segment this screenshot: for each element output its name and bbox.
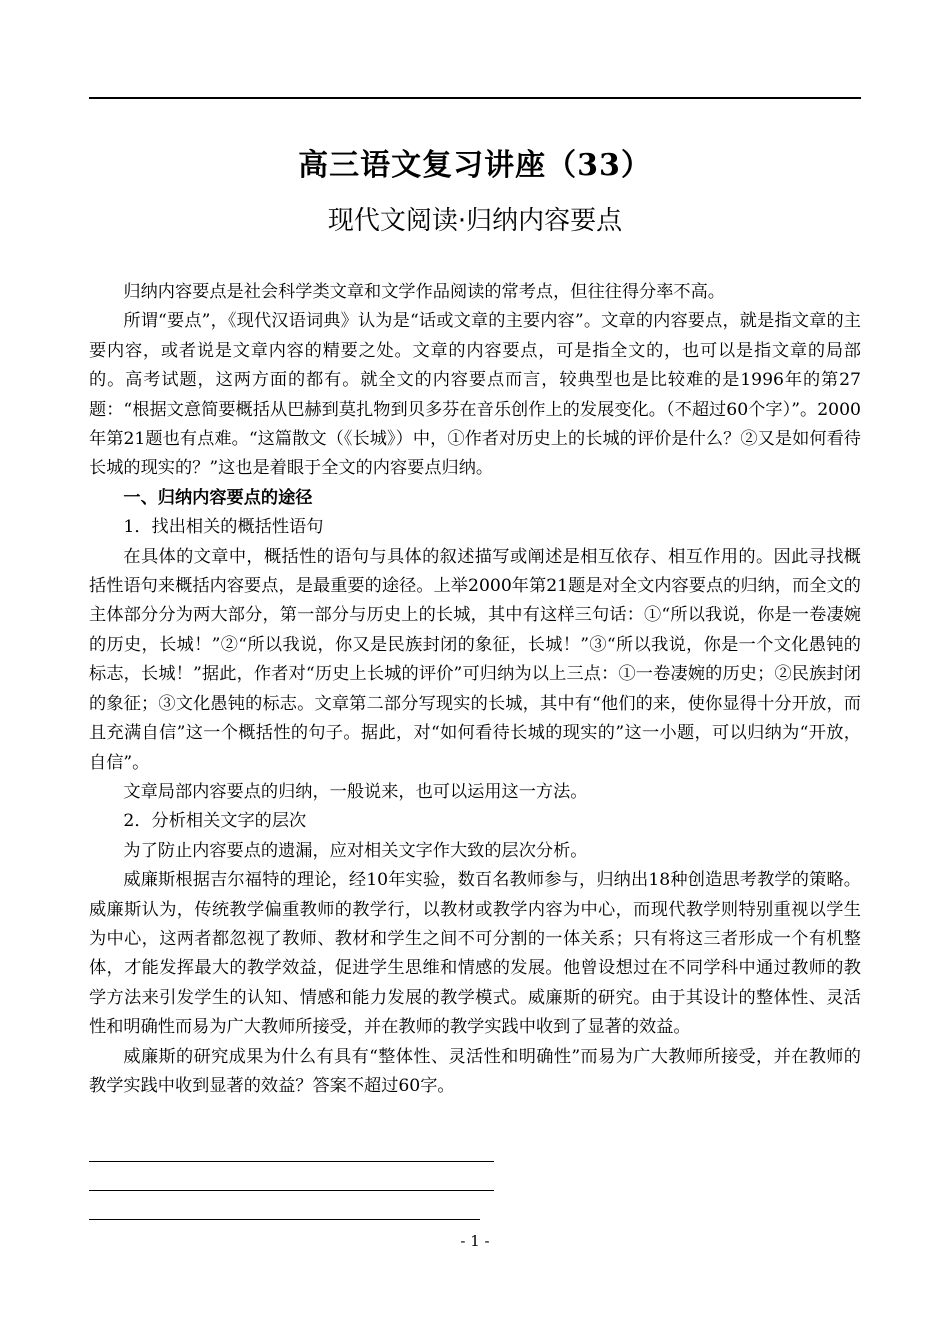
answer-line-3[interactable] [89, 1219, 480, 1220]
method-1-note: 文章局部内容要点的归纳，一般说来，也可以运用这一方法。 [123, 781, 588, 802]
example-passage: 威廉斯根据吉尔福特的理论，经10年实验，数百名教师参与，归纳出18种创造思考教学的策略。威廉斯认为，传统教学偏重教师的教学行，以教材或教学内容为中心，而现代教学则特别重视以学生为中心，这两者都忽视了教师、教材和学生之间不可分割的一体关系；只有将这三者形成一个有机整体，才能发挥最大的教学效益，促进学生思维和情感的发展。他曾设想过在不同学科中通过教师的教学方法来引发学生的认知、情感和能力发展的教学模式。威廉斯的研究。由于其设计的整体性、灵活性和明确性而易为广大教师所接受，并在教师的教学实践中收到了显著的效益。 [89, 870, 861, 1038]
method-2-paragraph: 为了防止内容要点的遗漏，应对相关文字作大致的层次分析。 [123, 840, 588, 861]
header-rule [89, 97, 861, 99]
example-question: 威廉斯的研究成果为什么有具有“整体性、灵活性和明确性”而易为广大教师所接受，并在教师的教学实践中收到显著的效益？答案不超过60字。 [89, 1046, 861, 1096]
answer-line-1[interactable] [89, 1161, 494, 1162]
subheading-1: 1．找出相关的概括性语句 [123, 517, 324, 538]
definition-paragraph: 所谓“要点”，《现代汉语词典》认为是“话或文章的主要内容”。文章的内容要点，就是指文章的主要内容，或者说是文章内容的精要之处。文章的内容要点，可是指全文的，也可以是指文章的局部的。高考试题，这两方面的都有。就全文的内容要点而言，较典型也是比较难的是1996年的第27题：“根据文意简要概括从巴赫到莫扎物到贝多芬在音乐创作上的发展变化。（不超过60个字）”。2000年第21题也有点难。“这篇散文（《长城》）中，①作者对历史上的长城的评价是什么？②又是如何看待长城的现实的？”这也是着眼于全文的内容要点归纳。 [89, 311, 861, 479]
page-subtitle: 现代文阅读·归纳内容要点 [327, 206, 623, 236]
section-heading-1: 一、归纳内容要点的途径 [123, 487, 313, 508]
intro-paragraph: 归纳内容要点是社会科学类文章和文学作品阅读的常考点，但往往得分率不高。 [123, 282, 725, 302]
article-body [89, 278, 861, 1101]
subheading-2: 2．分析相关文字的层次 [123, 811, 307, 832]
answer-line-2[interactable] [89, 1190, 494, 1191]
page-title: 高三语文复习讲座（33） [298, 148, 652, 183]
method-1-paragraph: 在具体的文章中，概括性的语句与具体的叙述描写或阐述是相互依存、相互作用的。因此寻找概括性语句来概括内容要点，是最重要的途径。上举2000年第21题是对全文内容要点的归纳，而全文的主体部分分为两大部分，第一部分与历史上的长城，其中有这样三句话：①“所以我说，你是一卷凄婉的历史，长城！”②“所以我说，你又是民族封闭的象征，长城！”③“所以我说，你是一个文化愚钝的标志，长城！”据此，作者对“历史上长城的评价”可归纳为以上三点：①一卷凄婉的历史；②民族封闭的象征；③文化愚钝的标志。文章第二部分写现实的长城，其中有“他们的来，使你显得十分开放，而且充满自信”这一个概括性的句子。据此，对“如何看待长城的现实的”这一小题，可以归纳为“开放，自信”。 [89, 546, 861, 773]
page-number: - 1 - [460, 1232, 490, 1250]
